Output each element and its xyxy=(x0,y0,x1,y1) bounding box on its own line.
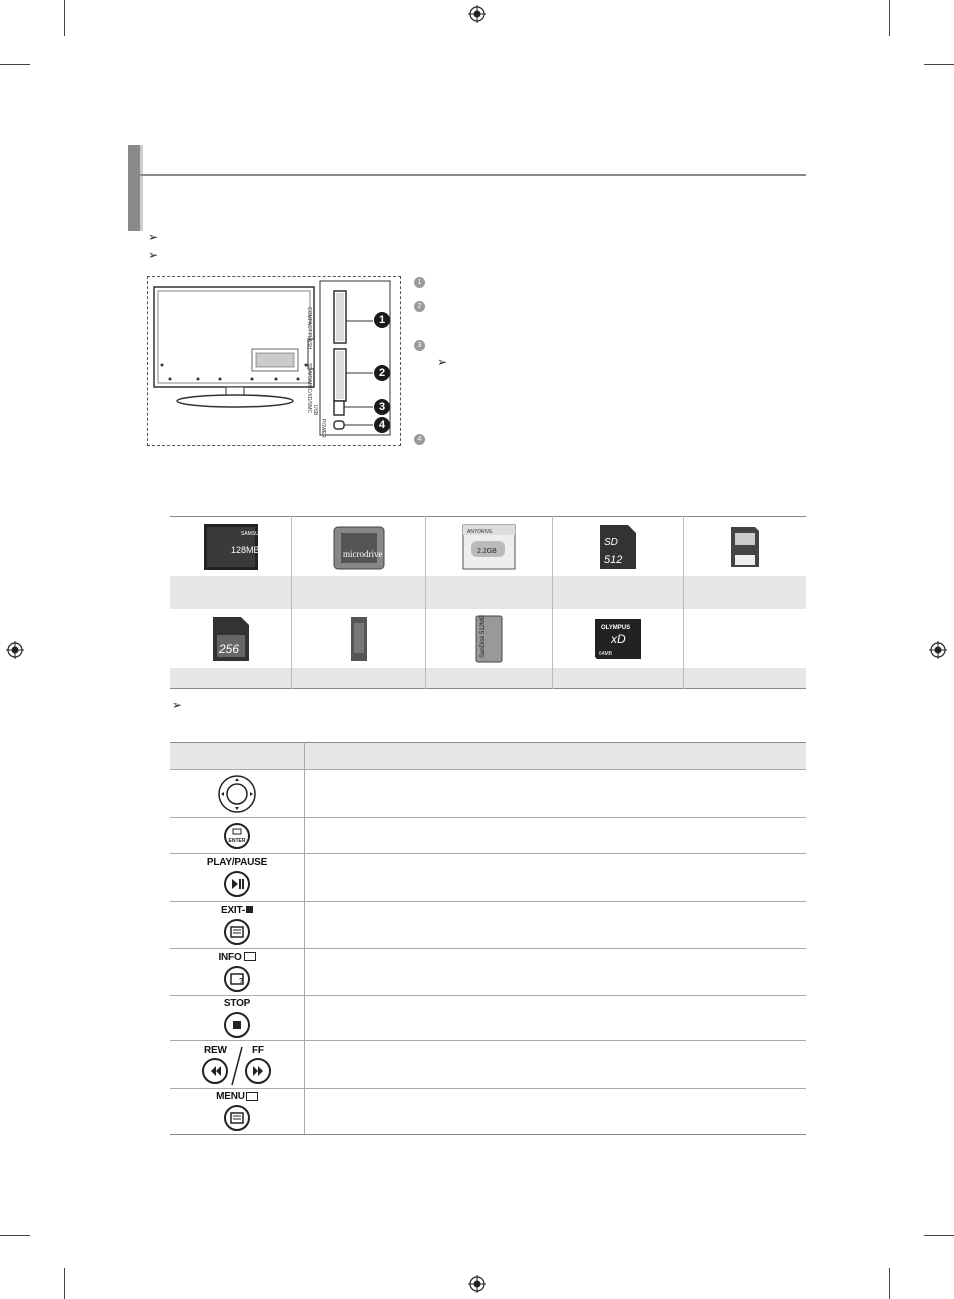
card-name-cell xyxy=(684,576,807,609)
button-cell xyxy=(170,902,305,949)
callout-number-3: 3 xyxy=(374,399,390,415)
stop-button-icon xyxy=(223,1011,251,1039)
card-memory-stick-pro xyxy=(426,609,553,668)
card-xd xyxy=(553,609,684,668)
rew-ff-buttons-icon xyxy=(202,1057,272,1085)
slot-label-usb: USB xyxy=(312,405,318,416)
compact-flash-card-icon xyxy=(203,523,284,571)
list-bullet-4: 4 xyxy=(414,434,425,445)
slot-label-power: POWER xyxy=(320,419,326,438)
svg-text:ENTER: ENTER xyxy=(228,837,246,844)
menu-button-icon xyxy=(223,1104,251,1132)
note-arrow-icon: ➢ xyxy=(148,230,159,244)
microdrive-card-icon xyxy=(331,523,387,571)
list-bullet-2: 2 xyxy=(414,301,425,312)
button-cell xyxy=(170,996,305,1041)
section-heading-rule xyxy=(140,174,806,176)
table-row xyxy=(170,949,806,996)
tv-back-illustration xyxy=(148,277,400,445)
card-empty-cell xyxy=(684,609,807,668)
description-cell xyxy=(305,1089,807,1135)
menu-label: MENU xyxy=(170,1091,304,1102)
description-cell xyxy=(305,854,807,902)
table-row xyxy=(170,1041,806,1089)
play-pause-icon xyxy=(223,870,251,898)
button-cell xyxy=(170,770,305,818)
card-magicstor xyxy=(426,517,553,577)
info-symbol-icon xyxy=(244,952,256,961)
xd-card-icon xyxy=(593,617,643,661)
svg-text:128MB: 128MB xyxy=(230,544,260,555)
description-cell xyxy=(305,949,807,996)
slot-label-compact-flash: COMPACT FLASH xyxy=(306,307,312,350)
description-cell xyxy=(305,770,807,818)
svg-text:SanDisk 512MB: SanDisk 512MB xyxy=(480,614,486,658)
callout-number-1: 1 xyxy=(374,312,390,328)
svg-text:256: 256 xyxy=(218,641,239,656)
rew-ff-group xyxy=(202,1045,272,1085)
registration-mark-icon xyxy=(468,5,486,23)
mmc-card-icon xyxy=(211,615,251,663)
table-row xyxy=(170,996,806,1041)
card-name-cell xyxy=(292,576,426,609)
description-cell xyxy=(305,902,807,949)
tv-side-panel-diagram xyxy=(147,276,401,446)
ff-label: FF xyxy=(252,1044,264,1056)
card-name-cell xyxy=(292,668,426,689)
description-cell xyxy=(305,818,807,854)
memory-card-table xyxy=(170,516,806,689)
description-cell xyxy=(305,996,807,1041)
card-name-cell xyxy=(426,576,553,609)
play-pause-label: PLAY/PAUSE xyxy=(206,857,268,868)
svg-text:512: 512 xyxy=(604,553,623,566)
info-label: INFO xyxy=(170,952,304,963)
remote-button-table xyxy=(170,742,806,1135)
note-arrow-icon: ➢ xyxy=(437,355,448,369)
button-column-header xyxy=(170,743,305,770)
section-marker-shade xyxy=(140,145,143,231)
button-cell xyxy=(170,818,305,854)
magicstor-card-icon xyxy=(461,523,517,571)
table-row xyxy=(170,1089,806,1135)
section-marker-bar xyxy=(128,145,140,231)
list-bullet-1: 1 xyxy=(414,277,425,288)
card-memory-stick xyxy=(292,609,426,668)
direction-pad-icon xyxy=(215,774,259,814)
crop-mark xyxy=(64,1268,65,1299)
crop-mark xyxy=(924,1235,954,1236)
stop-label: STOP xyxy=(223,997,251,1009)
registration-mark-icon xyxy=(6,641,24,659)
card-mmc xyxy=(170,609,292,668)
card-smartmedia xyxy=(684,517,807,577)
card-name-cell xyxy=(426,668,553,689)
table-row xyxy=(170,818,806,854)
card-name-cell xyxy=(684,668,807,689)
card-name-cell xyxy=(553,576,684,609)
svg-text:SD: SD xyxy=(604,536,618,548)
callout-number-4: 4 xyxy=(374,417,390,433)
table-row xyxy=(170,902,806,949)
svg-text:SAMSUNG 128MB: SAMSUNG 128MB xyxy=(240,530,284,537)
note-arrow-icon: ➢ xyxy=(172,698,183,712)
svg-text:2.2GB: 2.2GB xyxy=(477,547,497,555)
sd-card-icon xyxy=(598,523,638,571)
description-column-header xyxy=(305,743,807,770)
table-row xyxy=(170,854,806,902)
exit-label: EXIT- xyxy=(170,905,304,916)
button-cell xyxy=(170,1089,305,1135)
card-microdrive xyxy=(292,517,426,577)
crop-mark xyxy=(64,0,65,36)
exit-symbol-icon xyxy=(246,906,253,913)
svg-text:64MB: 64MB xyxy=(599,650,613,657)
rew-label: REW xyxy=(204,1044,227,1056)
info-button-icon xyxy=(223,965,251,993)
card-name-cell xyxy=(170,668,292,689)
list-bullet-3: 3 xyxy=(414,340,425,351)
memory-stick-pro-card-icon xyxy=(474,614,504,664)
menu-symbol-icon xyxy=(246,1092,258,1101)
slot-label-card-reader: SD/MS/MMC/XD/SMC xyxy=(306,363,312,413)
exit-button-icon xyxy=(223,918,251,946)
svg-text:?: ? xyxy=(239,977,244,985)
enter-button-icon xyxy=(223,822,251,850)
table-row xyxy=(170,770,806,818)
crop-mark xyxy=(889,0,890,36)
crop-mark xyxy=(0,64,30,65)
callout-number-2: 2 xyxy=(374,365,390,381)
note-arrow-icon: ➢ xyxy=(148,248,159,262)
svg-text:ANYDRIVE: ANYDRIVE xyxy=(467,528,493,535)
card-sd xyxy=(553,517,684,577)
button-cell xyxy=(170,949,305,996)
button-cell xyxy=(170,1041,305,1089)
card-compact-flash xyxy=(170,517,292,577)
crop-mark xyxy=(0,1235,30,1236)
svg-text:OLYMPUS: OLYMPUS xyxy=(601,624,631,631)
card-name-cell xyxy=(170,576,292,609)
card-name-cell xyxy=(553,668,684,689)
description-cell xyxy=(305,1041,807,1089)
crop-mark xyxy=(924,64,954,65)
memory-stick-card-icon xyxy=(347,615,371,663)
registration-mark-icon xyxy=(468,1275,486,1293)
svg-text:microdrive: microdrive xyxy=(342,548,382,559)
crop-mark xyxy=(889,1268,890,1299)
button-cell xyxy=(170,854,305,902)
smartmedia-card-icon xyxy=(729,525,761,569)
svg-text:xD: xD xyxy=(611,631,626,646)
registration-mark-icon xyxy=(929,641,947,659)
